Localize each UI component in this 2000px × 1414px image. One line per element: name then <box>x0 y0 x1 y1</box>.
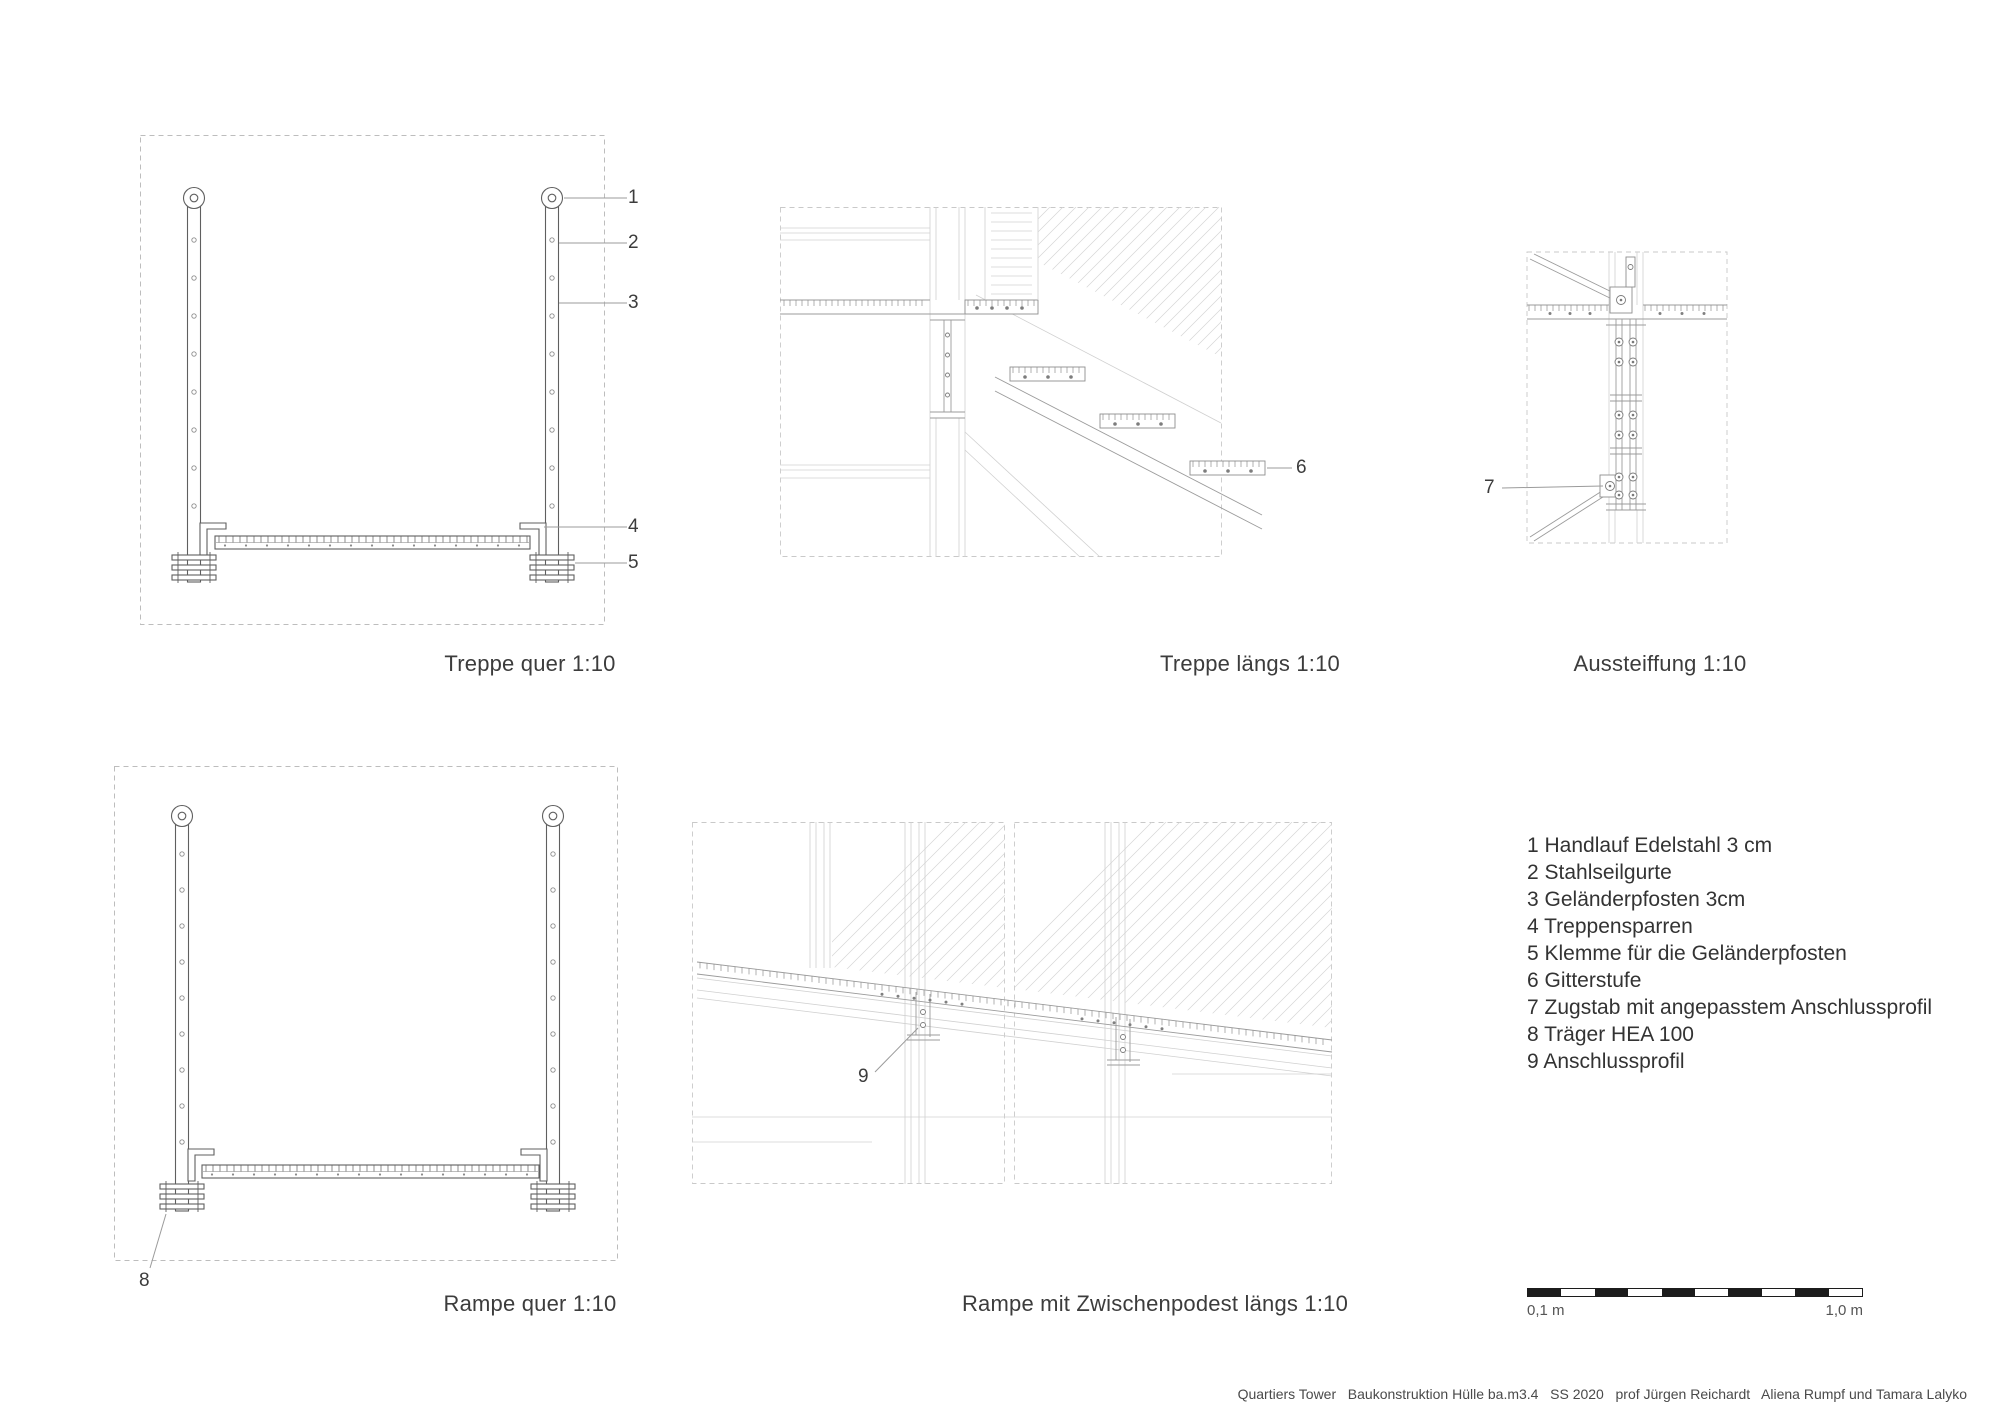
aussteifung-drawing <box>1470 245 1760 565</box>
cable-holes <box>180 852 555 1144</box>
callout-3: 3 <box>628 292 639 313</box>
anschluss-bolts <box>921 1010 1126 1053</box>
crop-frame <box>141 136 605 625</box>
legend-item-4: 4 Treppensparren <box>1527 915 1693 938</box>
legend-item-5: 5 Klemme für die Geländerpfosten <box>1527 942 1847 965</box>
treppe-laengs-drawing <box>780 207 1310 567</box>
callout-leader-8 <box>150 1214 166 1268</box>
legend-item-2: 2 Stahlseilgurte <box>1527 861 1672 884</box>
title-rampe-laengs: Rampe mit Zwischenpodest längs 1:10 <box>961 1291 1349 1316</box>
callout-4: 4 <box>628 516 639 537</box>
handrail-posts <box>160 806 575 1213</box>
title-aussteifung: Aussteiffung 1:10 <box>1573 651 1747 676</box>
callout-leader-9 <box>875 1028 918 1072</box>
callout-2: 2 <box>628 232 639 253</box>
bolts <box>946 306 1253 473</box>
scale-label-left: 0,1 m <box>1527 1302 1565 1319</box>
rampe-quer-drawing <box>114 766 674 1286</box>
bracing-structure <box>1527 254 1727 541</box>
legend <box>1527 832 1932 1075</box>
cable-holes <box>192 238 554 508</box>
title-treppe-quer: Treppe quer 1:10 <box>444 651 616 676</box>
grating-ticks <box>784 300 1259 467</box>
railing-rungs <box>991 213 1032 294</box>
callout-1: 1 <box>628 187 639 208</box>
zugstab-top <box>1530 259 1616 301</box>
title-rampe-quer: Rampe quer 1:10 <box>443 1291 617 1316</box>
callout-leader-7 <box>1502 486 1603 488</box>
callout-8: 8 <box>139 1270 150 1291</box>
rampe-laengs-drawing <box>692 822 1352 1202</box>
crop-frame-right <box>1015 823 1332 1184</box>
legend-item-8: 8 Träger HEA 100 <box>1527 1023 1694 1046</box>
legend-item-3: 3 Geländerpfosten 3cm <box>1527 888 1746 911</box>
construction-lines <box>780 207 1221 557</box>
callout-6: 6 <box>1296 457 1307 478</box>
hatch-area <box>880 207 1310 377</box>
scale-bar-graphic <box>1527 1288 1863 1297</box>
zugstab-bottom <box>1530 491 1602 537</box>
gitterstufe-2 <box>1100 414 1175 428</box>
title-treppe-laengs: Treppe längs 1:10 <box>1160 651 1340 676</box>
legend-item-6: 6 Gitterstufe <box>1527 969 1642 992</box>
gitterstufe-1 <box>1010 367 1085 381</box>
grating-ticks <box>700 962 1323 1045</box>
stair-structure <box>780 300 1265 529</box>
construction-lines <box>692 822 1332 1184</box>
callout-7: 7 <box>1484 477 1495 498</box>
scale-label-right: 1,0 m <box>1825 1302 1863 1319</box>
gitterstufe-3 <box>1190 461 1265 475</box>
hatch-area-right <box>932 822 1352 1042</box>
treppe-quer-drawing <box>140 135 680 635</box>
footer-text: Quartiers Tower Baukonstruktion Hülle ba.m3.4 SS 2020 prof Jürgen Reichardt Aliena Rumpf und Tamara Lalyko <box>1237 1386 1967 1402</box>
legend-item-7: 7 Zugstab mit angepasstem Anschlussprofil <box>1527 996 1933 1019</box>
scale-bar <box>1527 1288 1863 1319</box>
handrail-posts <box>172 188 574 584</box>
crop-frame <box>781 208 1222 557</box>
ramp-grating-top <box>697 962 1332 1040</box>
legend-item-9: 9 Anschlussprofil <box>1527 1050 1685 1073</box>
callout-5: 5 <box>628 552 639 573</box>
legend-item-1: 1 Handlauf Edelstahl 3 cm <box>1527 834 1773 857</box>
callout-9: 9 <box>858 1066 869 1087</box>
